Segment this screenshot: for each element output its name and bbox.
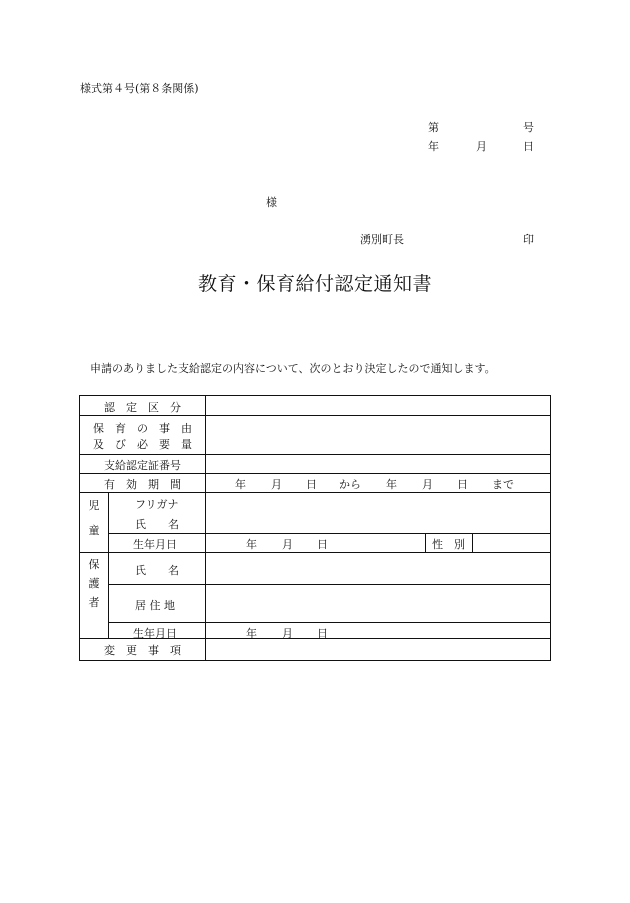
validity-made: まで <box>492 478 514 491</box>
validity-to-day: 日 <box>457 478 468 491</box>
label-guardian-name: 氏 名 <box>135 564 179 577</box>
number-prefix: 第 <box>428 121 439 134</box>
number-suffix: 号 <box>523 121 534 134</box>
issue-month-label: 月 <box>476 140 487 153</box>
issue-day-label: 日 <box>523 140 534 153</box>
validity-from-day: 日 <box>306 478 317 491</box>
label-nintei-kubun: 認 定 区 分 <box>104 401 181 414</box>
child-birth-day: 日 <box>317 538 328 551</box>
label-sex: 性 別 <box>432 538 465 551</box>
label-child-birthdate: 生年月日 <box>133 538 177 551</box>
table-rule <box>80 552 550 553</box>
label-certificate-number: 支給認定証番号 <box>104 459 181 472</box>
validity-from-year: 年 <box>235 478 246 491</box>
guardian-birth-month: 月 <box>282 627 293 640</box>
label-jiyu-line1: 保 育 の 事 由 <box>93 422 192 435</box>
table-rule <box>80 492 550 493</box>
intro-text: 申請のありました支給認定の内容について、次のとおり決定したので通知します。 <box>90 362 496 375</box>
seal-mark: 印 <box>523 233 534 246</box>
guardian-label-1: 保 <box>88 558 100 571</box>
label-changes: 変 更 事 項 <box>104 644 181 657</box>
issue-year-label: 年 <box>428 140 439 153</box>
table-rule <box>205 396 206 660</box>
validity-to-month: 月 <box>422 478 433 491</box>
certification-table <box>79 395 551 661</box>
guardian-birth-day: 日 <box>317 627 328 640</box>
label-jiyu-line2: 及 び 必 要 量 <box>93 438 192 451</box>
table-rule <box>108 533 550 534</box>
table-rule <box>108 622 550 623</box>
table-rule <box>80 454 550 455</box>
label-child-name: 氏 名 <box>135 518 179 531</box>
table-rule <box>80 415 550 416</box>
guardian-label-3: 者 <box>88 596 100 609</box>
table-rule <box>108 584 550 585</box>
label-address: 居 住 地 <box>135 599 175 612</box>
table-rule <box>108 492 109 638</box>
child-label-1: 児 <box>88 499 100 512</box>
validity-to-year: 年 <box>386 478 397 491</box>
form-number: 様式第４号(第８条関係) <box>80 82 199 95</box>
validity-kara: から <box>339 478 361 491</box>
label-validity-period: 有 効 期 間 <box>104 478 181 491</box>
document-title: 教育・保育給付認定通知書 <box>197 273 432 295</box>
table-rule <box>80 473 550 474</box>
guardian-birth-year: 年 <box>246 627 257 640</box>
child-birth-year: 年 <box>246 538 257 551</box>
child-label-2: 童 <box>88 524 100 537</box>
label-furigana: フリガナ <box>135 498 179 511</box>
addressee-suffix: 様 <box>266 196 277 209</box>
table-rule <box>472 533 473 552</box>
validity-from-month: 月 <box>271 478 282 491</box>
guardian-label-2: 護 <box>88 577 100 590</box>
issuer-name: 湧別町長 <box>360 233 404 246</box>
child-birth-month: 月 <box>282 538 293 551</box>
label-guardian-birthdate: 生年月日 <box>133 627 177 640</box>
